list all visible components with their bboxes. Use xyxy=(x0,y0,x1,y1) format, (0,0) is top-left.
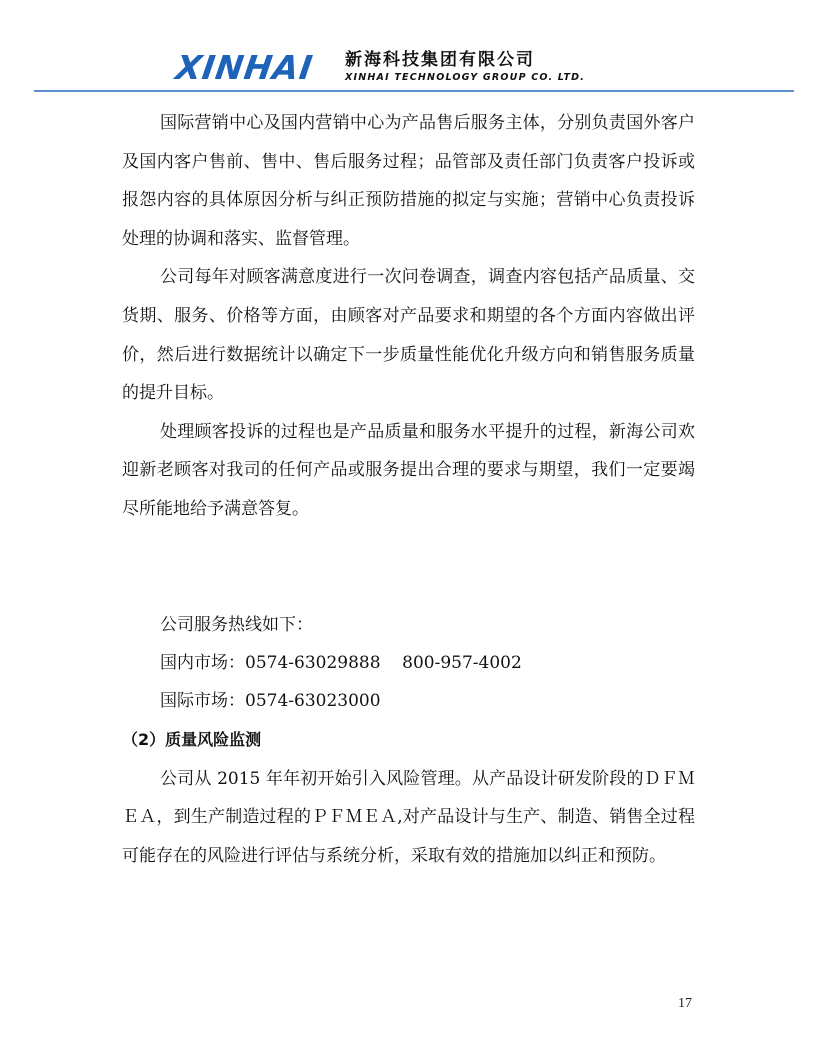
paragraph-after-sales: 国际营销中心及国内营销中心为产品售后服务主体，分别负责国外客户及国内客户售前、售中、售后服务过程；品管部及责任部门负责客户投诉或报怨内容的具体原因分析与纠正预防措施的拟定与实施；营销中心负责投诉处理的协调和落实、监督管理。 xyxy=(122,113,695,249)
paragraph-complaint-handling: 处理顾客投诉的过程也是产品质量和服务水平提升的过程，新海公司欢迎新老顾客对我司的任何产品或服务提出合理的要求与期望，我们一定要竭尽所能地给予满意答复。 xyxy=(122,421,695,519)
paragraph-risk-management: 公司从 2015 年年初开始引入风险管理。从产品设计研发阶段的ＤＦＭＥＡ，到生产制造过程的ＰＦＭＥＡ,对产品设计与生产、制造、销售全过程可能存在的风险进行评估与系统分析，采取有效的措施加以纠正和预防。 xyxy=(122,768,695,866)
spacer xyxy=(122,529,695,606)
company-name-chinese: 新海科技集团有限公司 xyxy=(345,50,535,70)
section-heading: （2）质量风险监测 xyxy=(122,729,262,749)
document-body xyxy=(122,104,695,875)
company-name-english: XINHAI TECHNOLOGY GROUP CO. LTD. xyxy=(345,72,586,83)
page-header xyxy=(0,0,816,96)
hotline-international: 国际市场：0574-63023000 xyxy=(160,690,381,711)
page-number: 17 xyxy=(678,996,692,1011)
company-logo-wordmark: XINHAI xyxy=(173,48,316,87)
hotline-domestic: 国内市场：0574-63029888 800-957-4002 xyxy=(160,652,522,673)
header-divider xyxy=(34,90,794,92)
hotline-intro: 公司服务热线如下： xyxy=(160,614,313,635)
paragraph-satisfaction-survey: 公司每年对顾客满意度进行一次问卷调查，调查内容包括产品质量、交货期、服务、价格等方面，由顾客对产品要求和期望的各个方面内容做出评价，然后进行数据统计以确定下一步质量性能优化升级方向和销售服务质量的提升目标。 xyxy=(122,267,695,404)
